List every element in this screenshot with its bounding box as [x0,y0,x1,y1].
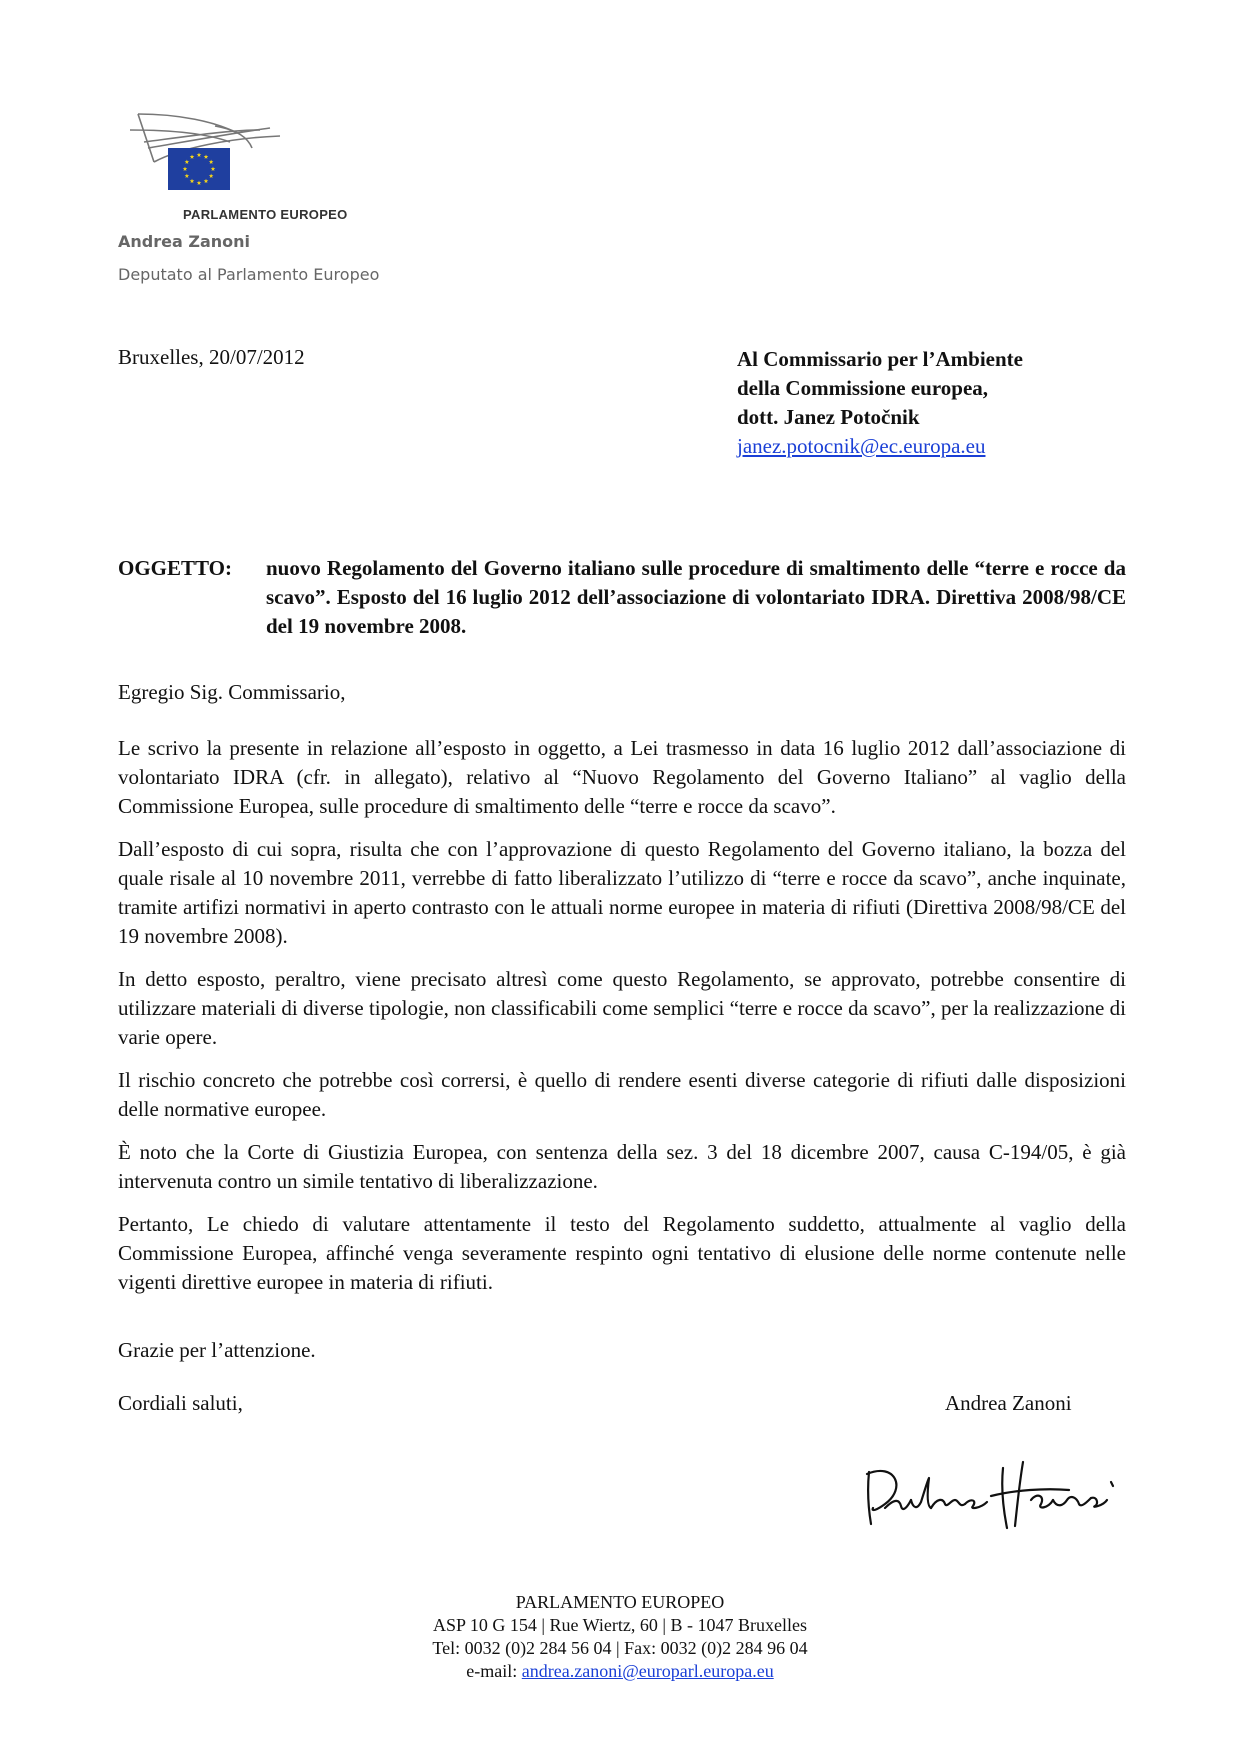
thanks-line: Grazie per l’attenzione. [118,1338,316,1362]
body-paragraph-6: Pertanto, Le chiedo di valutare attentamente il testo del Regolamento suddetto, attualmente al vaglio della Commissione Europea, affinché venga severamente respinto ogni tentativo di elusione delle norme contenute nelle vigenti direttive europee in materia di rifiuti. [118,1212,1126,1294]
footer [0,1591,1240,1683]
letter-body [118,678,1126,1311]
recipient-line-1: Al Commissario per l’Ambiente [737,347,1023,371]
footer-phone-fax: Tel: 0032 (0)2 284 56 04 | Fax: 0032 (0)2 284 96 04 [432,1638,808,1658]
sender-role: Deputato al Parlamento Europeo [118,265,380,284]
closing-line: Cordiali saluti, [118,1391,243,1415]
sender-name: Andrea Zanoni [118,232,250,251]
logo-text: PARLAMENTO EUROPEO [183,207,348,222]
footer-email-line [0,1660,1240,1683]
footer-email-label: e-mail: [466,1661,522,1681]
recipient-line-3: dott. Janez Potočnik [737,405,920,429]
footer-institution: PARLAMENTO EUROPEO [515,1592,725,1612]
footer-email-link[interactable]: andrea.zanoni@europarl.europa.eu [521,1661,774,1681]
body-paragraph-1: Le scrivo la presente in relazione all’esposto in oggetto, a Lei trasmesso in data 16 luglio 2012 dall’associazione di volontariato IDRA (cfr. in allegato), relativo al “Nuovo Regolamento del Governo Italiano” al vaglio della Commissione Europea, sulle procedure di smaltimento delle “terre e rocce da scavo”. [118,736,1126,818]
handwritten-signature-icon [855,1442,1135,1542]
body-paragraph-5: È noto che la Corte di Giustizia Europea, con sentenza della sez. 3 del 18 dicembre 2007, causa C-194/05, è già intervenuta contro un simile tentativo di liberalizzazione. [118,1140,1126,1193]
subject-block [118,554,1126,641]
salutation: Egregio Sig. Commissario, [118,680,346,704]
subject-label: OGGETTO: [118,556,232,580]
recipient-block [737,345,1023,461]
recipient-email-link[interactable]: janez.potocnik@ec.europa.eu [737,434,986,458]
subject-text: nuovo Regolamento del Governo italiano sulle procedure di smaltimento delle “terre e rocce da scavo”. Esposto del 16 luglio 2012 dell’associazione di volontariato IDRA. Direttiva 2008/98/CE del 19 novembre 2008. [266,556,1126,638]
body-paragraph-2: Dall’esposto di cui sopra, risulta che con l’approvazione di questo Regolamento del Governo italiano, la bozza del quale risale al 10 novembre 2011, verrebbe di fatto liberalizzato l’utilizzo di “terre e rocce da scavo”, anche inquinate, tramite artifizi normativi in aperto contrasto con le attuali norme europee in materia di rifiuti (Direttiva 2008/98/CE del 19 novembre 2008). [118,837,1126,948]
body-paragraph-3: In detto esposto, peraltro, viene precisato altresì come questo Regolamento, se approvato, potrebbe consentire di utilizzare materiali di diverse tipologie, non classificabili come semplici “terre e rocce da scavo”, per la realizzazione di varie opere. [118,967,1126,1049]
signer-name: Andrea Zanoni [945,1391,1072,1415]
letter-date: Bruxelles, 20/07/2012 [118,345,305,369]
body-paragraph-4: Il rischio concreto che potrebbe così corrersi, è quello di rendere esenti diverse categorie di rifiuti dalle disposizioni delle normative europee. [118,1068,1126,1121]
footer-address: ASP 10 G 154 | Rue Wiertz, 60 | B - 1047 Bruxelles [433,1615,807,1635]
recipient-line-2: della Commissione europea, [737,376,989,400]
